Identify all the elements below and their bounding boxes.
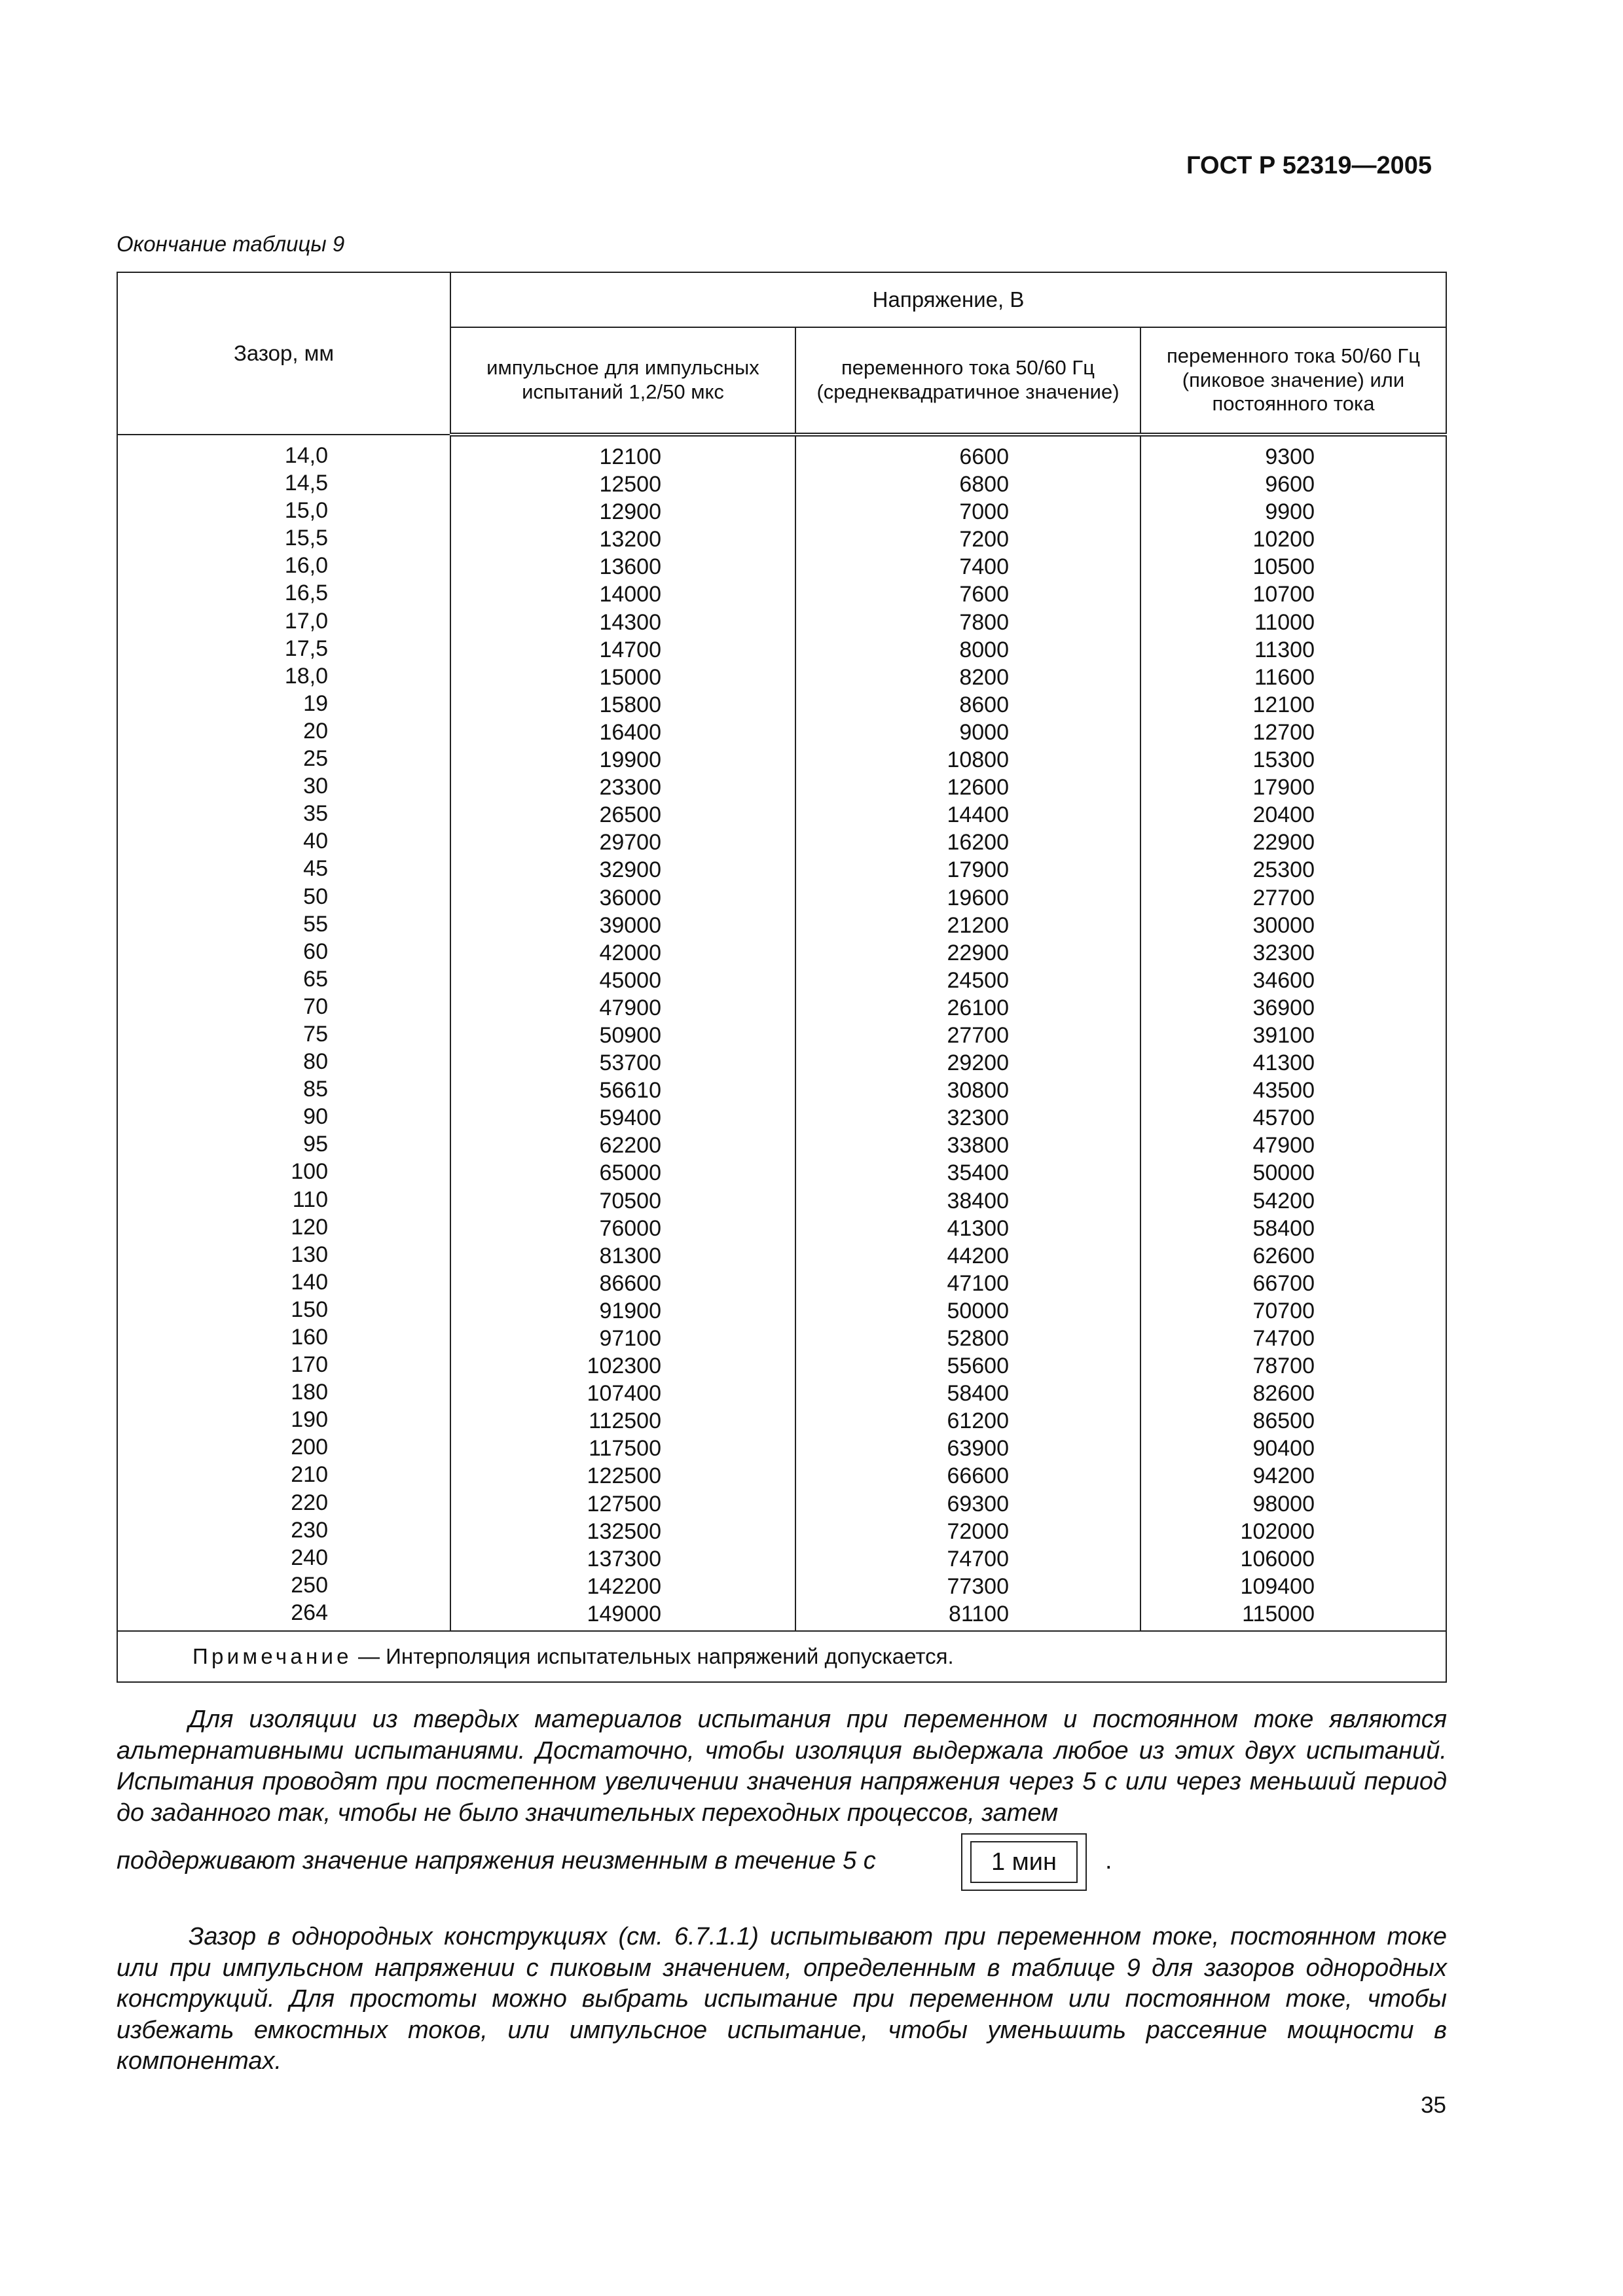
gap-value: 45 xyxy=(303,856,328,882)
ac-peak-dc-value: 86500 xyxy=(1252,1408,1315,1434)
impulse-value: 14700 xyxy=(599,637,661,662)
impulse-value: 14300 xyxy=(599,609,661,635)
ac-rms-value: 44200 xyxy=(947,1243,1009,1268)
column-ac-peak-dc xyxy=(1140,435,1446,1631)
impulse-value: 15800 xyxy=(599,692,661,717)
ac-peak-dc-value: 62600 xyxy=(1252,1243,1315,1268)
impulse-value: 117500 xyxy=(589,1436,661,1462)
impulse-value: 26500 xyxy=(599,802,661,828)
impulse-value: 65000 xyxy=(599,1160,661,1186)
gap-value: 230 xyxy=(291,1517,328,1543)
ac-peak-dc-value: 41300 xyxy=(1252,1050,1315,1076)
ac-rms-value: 55600 xyxy=(947,1354,1009,1379)
gap-value: 15,5 xyxy=(284,526,328,551)
ac-rms-value: 17900 xyxy=(947,857,1009,883)
standard-code: ГОСТ Р 52319—2005 xyxy=(1186,152,1432,179)
ac-peak-dc-value: 54200 xyxy=(1252,1188,1315,1213)
ac-peak-dc-value: 25300 xyxy=(1252,857,1315,883)
ac-rms-value: 7600 xyxy=(959,582,1009,607)
ac-rms-value: 47100 xyxy=(947,1270,1009,1296)
impulse-value: 16400 xyxy=(599,719,661,745)
ac-peak-dc-value: 30000 xyxy=(1252,912,1315,938)
gap-value: 75 xyxy=(303,1021,328,1047)
ac-peak-dc-value: 39100 xyxy=(1252,1022,1315,1048)
ac-rms-value: 72000 xyxy=(947,1518,1009,1544)
table-note-row xyxy=(117,1631,1446,1682)
ac-peak-dc-value: 115000 xyxy=(1242,1601,1315,1626)
ac-rms-value: 7200 xyxy=(959,527,1009,552)
ac-peak-dc-value: 58400 xyxy=(1252,1215,1315,1241)
impulse-value: 12100 xyxy=(599,444,661,469)
ac-rms-value: 30800 xyxy=(947,1078,1009,1103)
gap-value: 55 xyxy=(303,911,328,937)
ac-peak-dc-value: 20400 xyxy=(1252,802,1315,828)
ac-peak-dc-value: 27700 xyxy=(1252,885,1315,910)
ac-rms-value: 52800 xyxy=(947,1326,1009,1351)
ac-rms-value: 29200 xyxy=(947,1050,1009,1076)
impulse-value: 86600 xyxy=(599,1270,661,1296)
gap-value: 14,5 xyxy=(284,471,328,496)
impulse-value: 62200 xyxy=(599,1133,661,1158)
gap-value: 210 xyxy=(291,1462,328,1488)
ac-rms-value: 7400 xyxy=(959,554,1009,580)
gap-value: 130 xyxy=(291,1242,328,1267)
column-gap xyxy=(117,435,450,1631)
boxed-value-outer xyxy=(961,1833,1087,1891)
ac-peak-dc-value: 32300 xyxy=(1252,940,1315,965)
gap-value: 190 xyxy=(291,1407,328,1433)
impulse-value: 53700 xyxy=(599,1050,661,1076)
ac-rms-value: 69300 xyxy=(947,1491,1009,1516)
gap-value: 16,5 xyxy=(284,581,328,606)
ac-peak-dc-value: 66700 xyxy=(1252,1270,1315,1296)
ac-peak-dc-value: 9900 xyxy=(1265,499,1315,525)
gap-value: 50 xyxy=(303,884,328,909)
gap-value: 17,5 xyxy=(284,636,328,661)
impulse-value: 29700 xyxy=(599,830,661,855)
gap-value: 160 xyxy=(291,1325,328,1350)
ac-peak-dc-value: 102000 xyxy=(1240,1518,1315,1544)
ac-rms-value: 14400 xyxy=(947,802,1009,828)
page-number: 35 xyxy=(1421,2092,1446,2118)
gap-value: 120 xyxy=(291,1214,328,1240)
impulse-value: 13200 xyxy=(599,527,661,552)
gap-value: 240 xyxy=(291,1545,328,1570)
gap-value: 30 xyxy=(303,774,328,799)
boxed-value: 1 мин xyxy=(970,1841,1078,1883)
impulse-value: 32900 xyxy=(599,857,661,883)
header-impulse: импульсное для импульсных испытаний 1,2/50 мкс xyxy=(450,327,795,435)
ac-peak-dc-value: 22900 xyxy=(1252,830,1315,855)
paragraph-1-text: Для изоляции из твердых материалов испытания при переменном и постоянном токе являются альтернативными испытаниями. Достаточно, чтобы изоляция выдержала любое из этих двух испытаний. Испытания проводят при постепенном увеличении значения напряжения через 5 с или через меньший период до заданного так, чтобы не было значительных переходных процессов, затем xyxy=(117,1706,1447,1827)
ac-peak-dc-value: 10500 xyxy=(1252,554,1315,580)
ac-rms-value: 19600 xyxy=(947,885,1009,910)
ac-rms-value: 74700 xyxy=(947,1546,1009,1571)
gap-value: 250 xyxy=(291,1572,328,1598)
ac-rms-value: 26100 xyxy=(947,995,1009,1020)
table-body-row xyxy=(117,435,1446,1631)
table-caption: Окончание таблицы 9 xyxy=(117,232,345,256)
impulse-value: 76000 xyxy=(599,1215,661,1241)
ac-rms-value: 7000 xyxy=(959,499,1009,525)
impulse-value: 137300 xyxy=(587,1546,661,1571)
ac-rms-value: 16200 xyxy=(947,830,1009,855)
ac-peak-dc-value: 17900 xyxy=(1252,775,1315,800)
impulse-value: 56610 xyxy=(599,1078,661,1103)
ac-rms-value: 61200 xyxy=(947,1408,1009,1434)
impulse-value: 50900 xyxy=(599,1022,661,1048)
ac-peak-dc-value: 36900 xyxy=(1252,995,1315,1020)
gap-value: 35 xyxy=(303,801,328,827)
ac-peak-dc-value: 50000 xyxy=(1252,1160,1315,1186)
ac-peak-dc-value: 90400 xyxy=(1252,1436,1315,1462)
impulse-value: 149000 xyxy=(587,1601,661,1626)
gap-value: 20 xyxy=(303,718,328,744)
column-ac-rms xyxy=(795,435,1140,1631)
header-ac-peak-dc: переменного тока 50/60 Гц (пиковое значение) или постоянного тока xyxy=(1140,327,1446,435)
ac-rms-value: 8600 xyxy=(959,692,1009,717)
gap-value: 70 xyxy=(303,994,328,1019)
ac-peak-dc-value: 70700 xyxy=(1252,1298,1315,1323)
impulse-value: 59400 xyxy=(599,1105,661,1131)
gap-value: 15,0 xyxy=(284,498,328,524)
ac-peak-dc-value: 9300 xyxy=(1265,444,1315,469)
ac-rms-value: 10800 xyxy=(947,747,1009,773)
gap-value: 170 xyxy=(291,1352,328,1378)
ac-peak-dc-value: 43500 xyxy=(1252,1078,1315,1103)
ac-peak-dc-value: 9600 xyxy=(1265,472,1315,497)
impulse-value: 42000 xyxy=(599,940,661,965)
ac-peak-dc-value: 82600 xyxy=(1252,1381,1315,1407)
header-ac-rms: переменного тока 50/60 Гц (среднеквадратичное значение) xyxy=(795,327,1140,435)
gap-value: 65 xyxy=(303,966,328,992)
ac-rms-value: 7800 xyxy=(959,609,1009,635)
gap-value: 14,0 xyxy=(284,443,328,468)
impulse-value: 122500 xyxy=(587,1463,661,1489)
impulse-value: 39000 xyxy=(599,912,661,938)
impulse-value: 12500 xyxy=(599,472,661,497)
ac-rms-value: 6600 xyxy=(959,444,1009,469)
gap-value: 18,0 xyxy=(284,663,328,689)
column-impulse xyxy=(450,435,795,1631)
gap-value: 40 xyxy=(303,829,328,854)
ac-peak-dc-value: 12100 xyxy=(1252,692,1315,717)
ac-peak-dc-value: 10700 xyxy=(1252,582,1315,607)
gap-value: 16,0 xyxy=(284,553,328,579)
note-text: — Интерполяция испытательных напряжений допускается. xyxy=(352,1644,954,1669)
ac-rms-value: 33800 xyxy=(947,1133,1009,1158)
ac-rms-value: 81100 xyxy=(948,1601,1009,1626)
gap-value: 180 xyxy=(291,1380,328,1405)
ac-peak-dc-value: 11600 xyxy=(1254,664,1315,690)
ac-rms-value: 38400 xyxy=(947,1188,1009,1213)
impulse-value: 142200 xyxy=(587,1573,661,1599)
impulse-value: 47900 xyxy=(599,995,661,1020)
ac-peak-dc-value: 34600 xyxy=(1252,967,1315,993)
ac-rms-value: 9000 xyxy=(959,719,1009,745)
gap-value: 200 xyxy=(291,1435,328,1460)
ac-rms-value: 27700 xyxy=(947,1022,1009,1048)
gap-value: 80 xyxy=(303,1049,328,1075)
impulse-value: 14000 xyxy=(599,582,661,607)
gap-value: 90 xyxy=(303,1104,328,1130)
ac-peak-dc-value: 98000 xyxy=(1252,1491,1315,1516)
ac-rms-value: 50000 xyxy=(947,1298,1009,1323)
ac-rms-value: 32300 xyxy=(947,1105,1009,1131)
ac-peak-dc-value: 15300 xyxy=(1252,747,1315,773)
gap-value: 220 xyxy=(291,1490,328,1515)
ac-rms-value: 6800 xyxy=(959,472,1009,497)
impulse-value: 127500 xyxy=(587,1491,661,1516)
ac-rms-value: 35400 xyxy=(947,1160,1009,1186)
ac-rms-value: 77300 xyxy=(947,1573,1009,1599)
ac-rms-value: 58400 xyxy=(947,1381,1009,1407)
impulse-value: 12900 xyxy=(599,499,661,525)
header-voltage: Напряжение, В xyxy=(450,272,1446,327)
ac-peak-dc-value: 74700 xyxy=(1252,1326,1315,1351)
gap-value: 100 xyxy=(291,1159,328,1185)
gap-value: 140 xyxy=(291,1269,328,1295)
ac-rms-value: 21200 xyxy=(947,912,1009,938)
gap-value: 25 xyxy=(303,746,328,772)
ac-rms-value: 24500 xyxy=(947,967,1009,993)
voltage-table xyxy=(117,272,1447,1683)
impulse-value: 112500 xyxy=(589,1408,661,1434)
impulse-value: 102300 xyxy=(587,1354,661,1379)
impulse-value: 70500 xyxy=(599,1188,661,1213)
paragraph-1 xyxy=(117,1704,1447,1829)
impulse-value: 91900 xyxy=(599,1298,661,1323)
ac-rms-value: 12600 xyxy=(947,775,1009,800)
impulse-value: 45000 xyxy=(599,967,661,993)
note-label: Примечание xyxy=(192,1644,352,1669)
impulse-value: 132500 xyxy=(587,1518,661,1544)
ac-rms-value: 41300 xyxy=(947,1215,1009,1241)
gap-value: 17,0 xyxy=(284,608,328,634)
table-header-row xyxy=(117,272,1446,327)
ac-rms-value: 63900 xyxy=(947,1436,1009,1462)
hold-line-text: поддерживают значение напряжения неизменным в течение 5 с xyxy=(117,1847,876,1874)
impulse-value: 13600 xyxy=(599,554,661,580)
impulse-value: 36000 xyxy=(599,885,661,910)
impulse-value: 107400 xyxy=(587,1381,661,1407)
gap-value: 95 xyxy=(303,1132,328,1157)
gap-value: 60 xyxy=(303,939,328,964)
ac-peak-dc-value: 11000 xyxy=(1254,609,1315,635)
hold-line-end: . xyxy=(1105,1847,1112,1874)
ac-rms-value: 66600 xyxy=(947,1463,1009,1489)
ac-peak-dc-value: 78700 xyxy=(1252,1354,1315,1379)
ac-rms-value: 8200 xyxy=(959,664,1009,690)
gap-value: 85 xyxy=(303,1077,328,1102)
ac-rms-value: 8000 xyxy=(959,637,1009,662)
gap-value: 264 xyxy=(291,1600,328,1625)
ac-peak-dc-value: 47900 xyxy=(1252,1133,1315,1158)
gap-value: 150 xyxy=(291,1297,328,1322)
ac-peak-dc-value: 11300 xyxy=(1254,637,1315,662)
ac-peak-dc-value: 94200 xyxy=(1252,1463,1315,1489)
ac-peak-dc-value: 10200 xyxy=(1252,527,1315,552)
gap-value: 19 xyxy=(303,691,328,716)
ac-peak-dc-value: 109400 xyxy=(1240,1573,1315,1599)
ac-rms-value: 22900 xyxy=(947,940,1009,965)
paragraph-2 xyxy=(117,1922,1447,2077)
gap-value: 110 xyxy=(292,1187,328,1212)
impulse-value: 15000 xyxy=(599,664,661,690)
impulse-value: 81300 xyxy=(599,1243,661,1268)
ac-peak-dc-value: 12700 xyxy=(1252,719,1315,745)
impulse-value: 23300 xyxy=(599,775,661,800)
table-note xyxy=(117,1631,1446,1682)
header-gap: Зазор, мм xyxy=(117,272,450,435)
ac-peak-dc-value: 106000 xyxy=(1240,1546,1315,1571)
paragraph-2-text: Зазор в однородных конструкциях (см. 6.7.1.1) испытывают при переменном токе, постоянном токе или при импульсном напряжении с пиковым значением, определенным в таблице 9 для зазоров однородных конструкций. Для простоты можно выбрать испытание при переменном или постоянном токе, чтобы избежать емкостных токов, или импульсное испытание, чтобы уменьшить рассеяние мощности в компонентах. xyxy=(117,1923,1447,2075)
ac-peak-dc-value: 45700 xyxy=(1252,1105,1315,1131)
impulse-value: 97100 xyxy=(599,1326,661,1351)
impulse-value: 19900 xyxy=(599,747,661,773)
